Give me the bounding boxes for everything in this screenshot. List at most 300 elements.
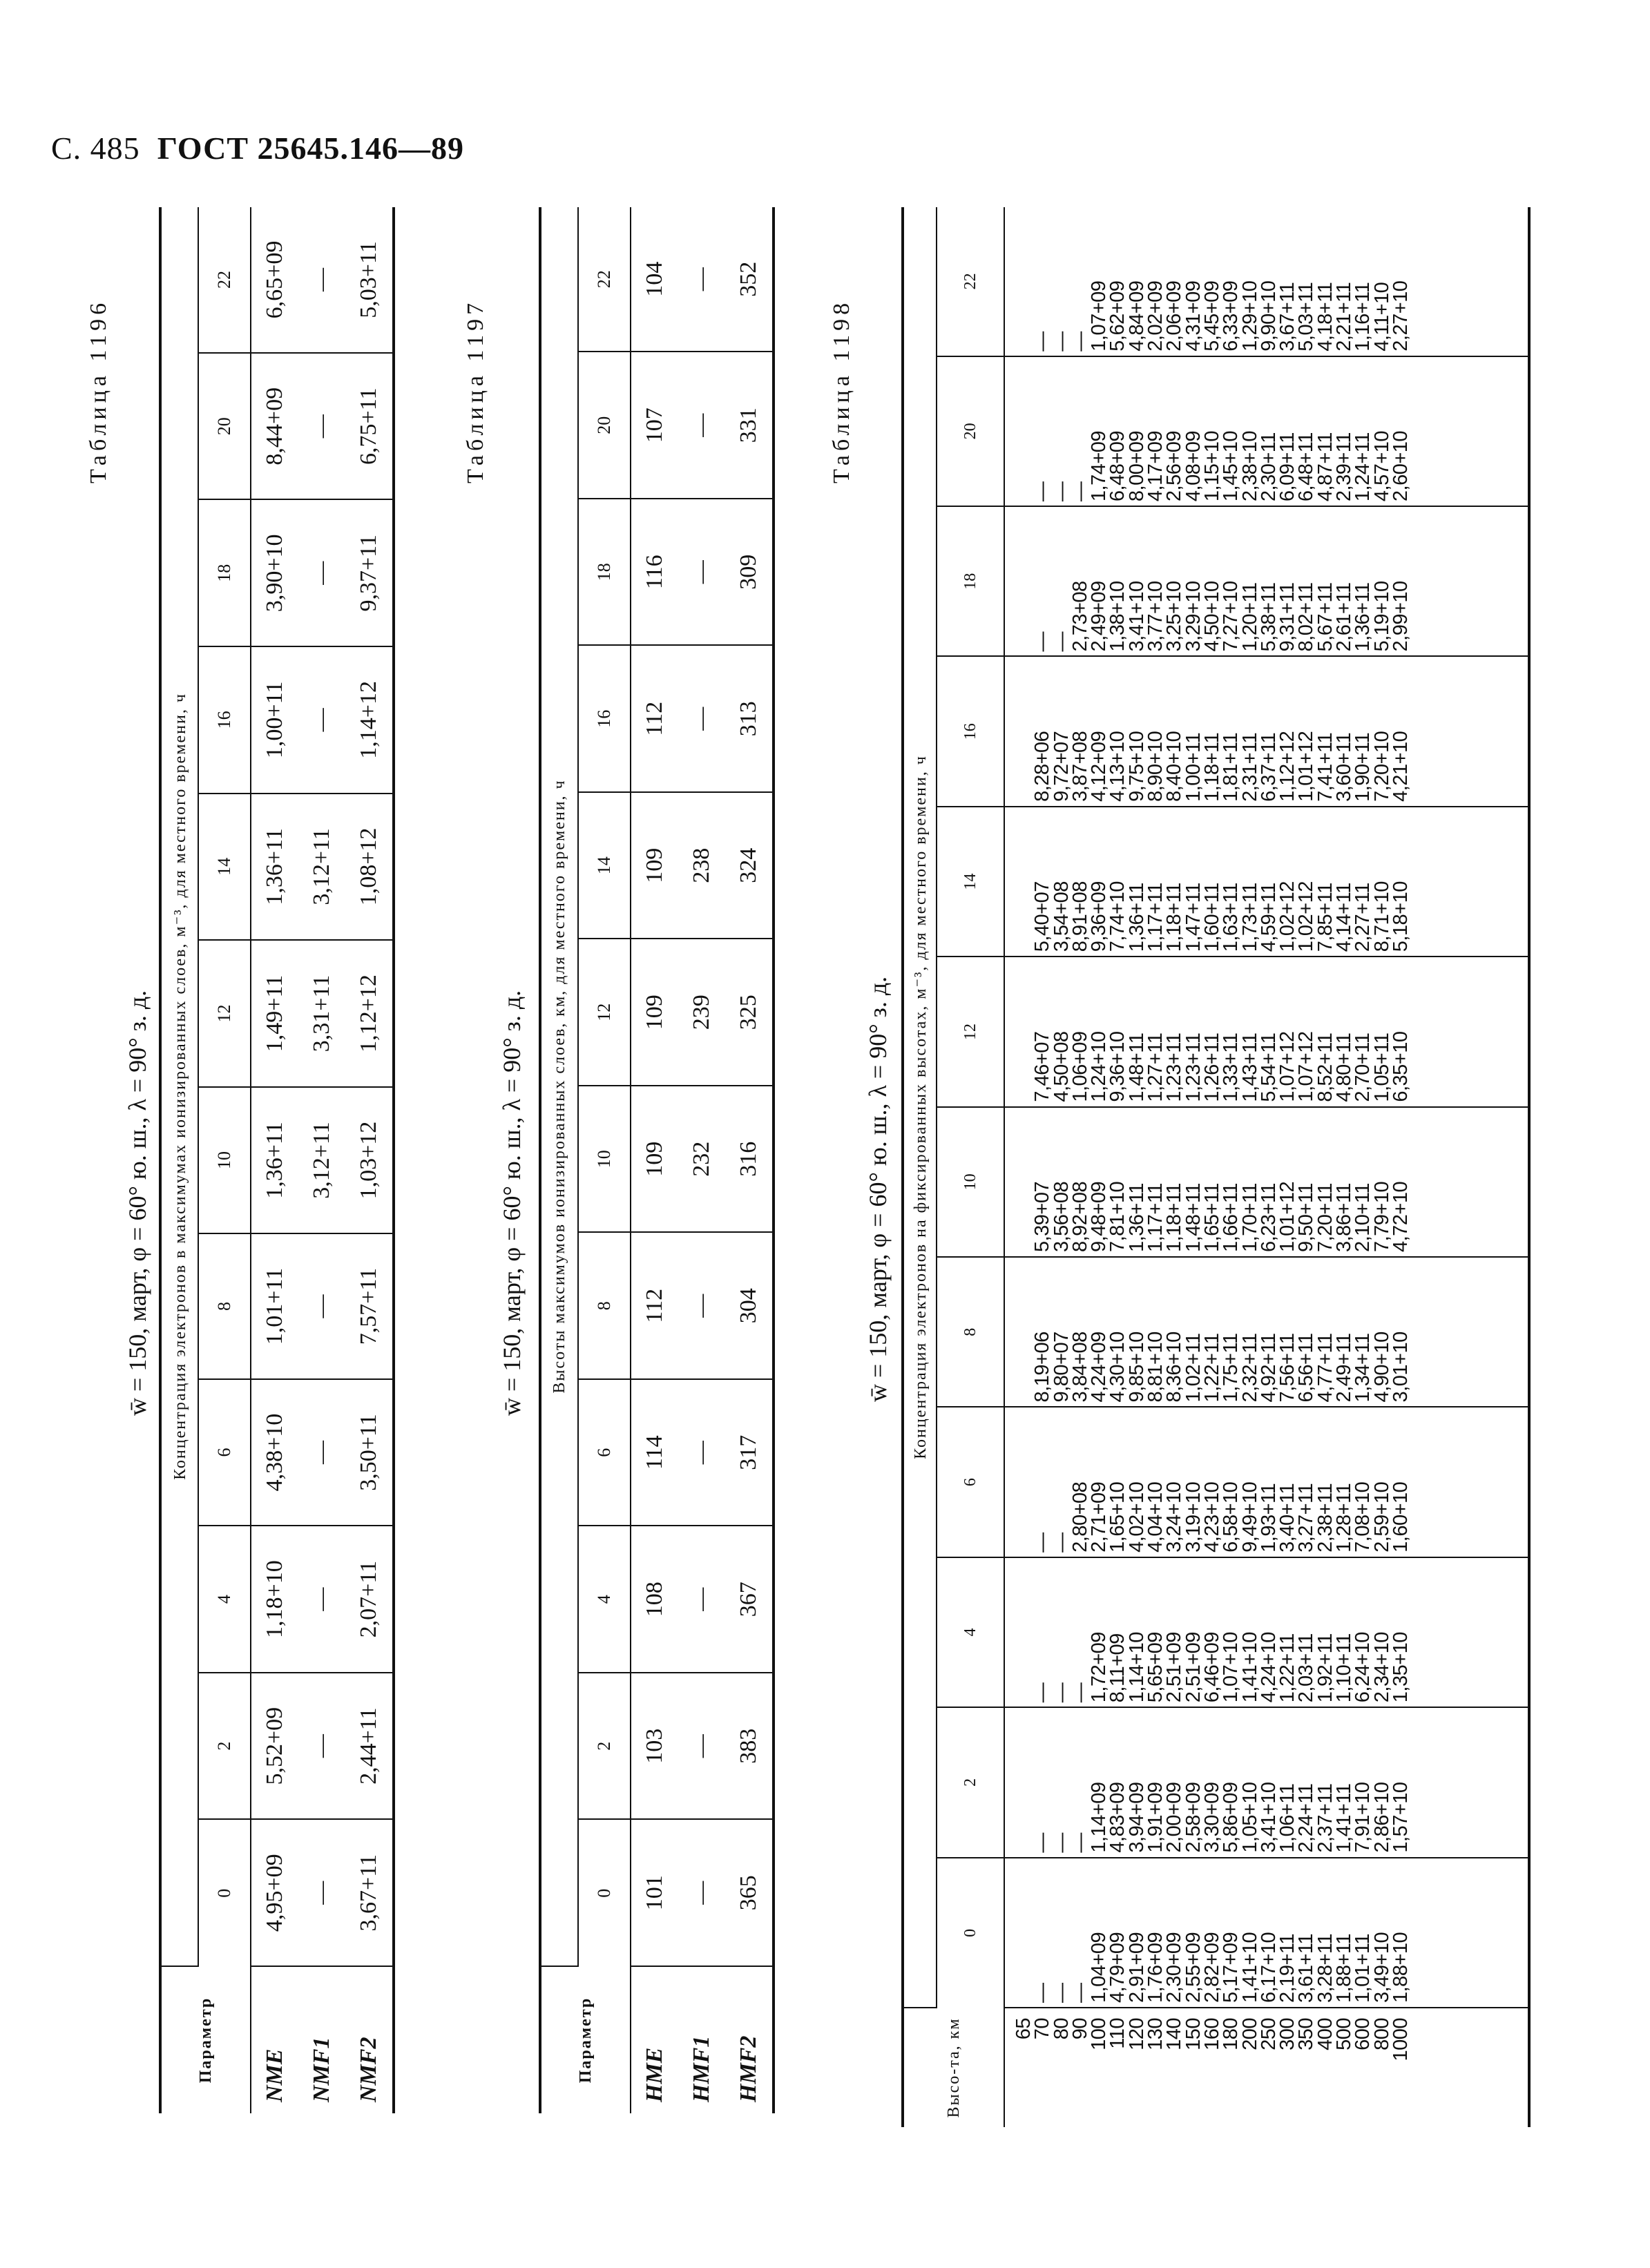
table-cell: 2,37+11 (1314, 1783, 1336, 1853)
table-cell: 1,36+11 (251, 1087, 298, 1234)
table-cell: 1,01+12 (1276, 1181, 1299, 1253)
table-cell: 1,15+10 (1200, 430, 1223, 502)
table-cell: 5,39+07 (1031, 1181, 1054, 1253)
height-value: 70 (1031, 2018, 1054, 2040)
param-name: NME (262, 2048, 287, 2102)
table-cell: 7,08+10 (1352, 1481, 1374, 1553)
table-cell: 1,57+10 (1389, 1782, 1412, 1853)
table-cell: 1,14+09 (1088, 1782, 1111, 1853)
table-cell: — (1050, 1682, 1073, 1703)
height-value: 110 (1106, 2018, 1129, 2049)
table-cell: 1,60+11 (1200, 883, 1223, 952)
table-cell: 2,99+10 (1389, 581, 1412, 652)
table-cell: 1,24+10 (1088, 1031, 1111, 1102)
group-header: Концентрация электронов на фиксированных высотах, м⁻³, для местного времени, ч (903, 207, 937, 2008)
page-number: С. 485 (51, 131, 140, 166)
table-cell: 1,01+11 (1352, 1934, 1374, 2003)
table-cell: 1,29+10 (1238, 280, 1261, 352)
table-cell: 1,41+11 (1333, 1783, 1356, 1853)
height-value: 100 (1088, 2018, 1111, 2050)
table-cell: 1,12+12 (345, 940, 394, 1087)
table-cell: 9,75+10 (1125, 731, 1148, 802)
table-cell: 107 (631, 352, 678, 499)
table-cell: 6,65+09 (251, 207, 298, 353)
table-cell: 4,30+10 (1106, 1332, 1129, 1403)
table-cell: 1,93+11 (1257, 1483, 1280, 1553)
hour-header: 20 (578, 352, 631, 499)
hour-header: 20 (198, 353, 251, 500)
table-cell: — (1068, 1833, 1091, 1853)
table-cell: 1,49+11 (251, 940, 298, 1087)
table-cell: 1,33+11 (1220, 1032, 1243, 1102)
hour-header: 14 (578, 792, 631, 939)
table-cell: 1,36+11 (1125, 883, 1148, 952)
table-1196-subtitle: w̄ = 150, март, φ = 60° ю. ш., λ = 90° з. д. (124, 990, 151, 1416)
table-cell: 2,38+11 (1314, 1483, 1336, 1553)
table-cell: 5,17+09 (1220, 1932, 1243, 2003)
table-cell: 1,45+10 (1220, 430, 1243, 502)
table-cell: 5,38+11 (1257, 582, 1280, 652)
table-cell: 4,50+10 (1200, 581, 1223, 652)
table-cell: 2,27+10 (1389, 280, 1412, 352)
table-cell: 2,32+11 (1238, 1333, 1261, 1403)
height-value: 300 (1276, 2018, 1299, 2050)
table-cell: 304 (725, 1233, 774, 1380)
table-cell: 2,91+09 (1125, 1932, 1148, 2003)
table-cell: 4,72+10 (1389, 1181, 1412, 1253)
table-cell: 3,12+11 (298, 1087, 345, 1234)
table-cell: 7,46+07 (1031, 1031, 1054, 1102)
table-cell: 1,07+09 (1088, 280, 1111, 352)
param-name: HMF2 (736, 2035, 761, 2102)
value-column (1004, 1107, 1529, 1257)
table-cell: 1,38+10 (1106, 581, 1129, 652)
table-cell: 1,36+11 (251, 794, 298, 941)
table-cell: 1,24+11 (1352, 432, 1374, 502)
table-cell: — (678, 1379, 725, 1526)
hour-header: 20 (937, 356, 1004, 506)
table-cell: — (298, 646, 345, 794)
value-column (1004, 1407, 1529, 1557)
hour-header: 14 (198, 794, 251, 941)
param-name: HMF1 (689, 2035, 714, 2102)
param-header: Параметр (540, 1966, 631, 2113)
height-value: 400 (1314, 2018, 1336, 2050)
table-cell: 3,67+11 (1276, 282, 1299, 352)
table-cell: 2,71+09 (1088, 1481, 1111, 1553)
table-cell: 1,20+11 (1238, 582, 1261, 652)
table-cell: 7,81+10 (1106, 1181, 1129, 1253)
table-cell: — (678, 646, 725, 793)
height-value: 80 (1050, 2018, 1073, 2040)
table-cell: — (1031, 1833, 1054, 1853)
table-row (678, 207, 725, 2113)
table-cell: 4,24+10 (1257, 1632, 1280, 1703)
hour-header: 16 (578, 646, 631, 793)
table-cell: 3,84+08 (1068, 1332, 1091, 1403)
blank-line (1015, 511, 1033, 651)
table-cell: 5,54+11 (1257, 1032, 1280, 1102)
table-cell: 6,48+11 (1295, 432, 1318, 502)
table-1198-block (829, 207, 1650, 2127)
table-cell: 3,56+08 (1050, 1181, 1073, 1253)
table-cell: 1,88+10 (1389, 1932, 1412, 2003)
table-cell: 4,17+09 (1144, 430, 1167, 502)
table-cell: 3,60+11 (1333, 732, 1356, 802)
value-column (1004, 356, 1529, 506)
table-cell: 2,07+11 (345, 1526, 394, 1673)
table-cell: 2,70+11 (1352, 1032, 1374, 1102)
table-cell: 114 (631, 1379, 678, 1526)
table-cell: — (678, 1673, 725, 1820)
table-cell: 1,76+09 (1144, 1932, 1167, 2003)
table-cell: — (1068, 331, 1091, 352)
table-cell: 5,86+09 (1220, 1782, 1243, 1853)
height-value: 350 (1295, 2018, 1318, 2050)
table-cell: 2,49+09 (1088, 581, 1111, 652)
table-cell: 238 (678, 792, 725, 939)
table-cell: 2,55+09 (1182, 1932, 1205, 2003)
height-value: 800 (1370, 2018, 1393, 2050)
table-cell: 2,39+11 (1333, 432, 1356, 502)
table-cell: 2,03+11 (1295, 1633, 1318, 1703)
table-cell: 1,34+11 (1352, 1333, 1374, 1403)
table-cell: 2,10+11 (1352, 1183, 1374, 1253)
table-cell: 6,24+10 (1352, 1632, 1374, 1703)
table-cell: 4,04+10 (1144, 1481, 1167, 1553)
table-cell: 239 (678, 939, 725, 1086)
hour-header: 18 (198, 500, 251, 647)
table-cell: 1,17+11 (1144, 1183, 1167, 1253)
table-cell: 6,75+11 (345, 353, 394, 500)
table-cell: 2,34+10 (1370, 1632, 1393, 1703)
table-row (725, 207, 774, 2113)
table-cell: 1,18+11 (1163, 1183, 1186, 1253)
table-cell: 1,63+11 (1220, 883, 1243, 952)
table-cell: 4,77+11 (1314, 1333, 1336, 1403)
hour-header: 22 (198, 207, 251, 353)
value-column (1004, 807, 1529, 957)
table-cell: — (1050, 331, 1073, 352)
table-cell: 4,59+11 (1257, 883, 1280, 952)
table-cell: 1,01+11 (251, 1233, 298, 1378)
param-header: Параметр (160, 1966, 251, 2113)
table-cell: 5,19+10 (1370, 581, 1393, 652)
table-cell: 2,31+11 (1238, 732, 1261, 802)
table-cell: 4,50+08 (1050, 1031, 1073, 1102)
table-cell: 2,02+09 (1144, 280, 1167, 352)
height-value: 500 (1333, 2018, 1356, 2050)
table-cell: 1,75+11 (1220, 1333, 1243, 1403)
table-cell: 6,37+11 (1257, 732, 1280, 802)
blank-line (1015, 1262, 1033, 1402)
table-1197-label: Таблица 1197 (463, 298, 488, 483)
table-cell: 6,58+10 (1220, 1481, 1243, 1553)
table-cell: 109 (631, 939, 678, 1086)
table-cell: 5,03+11 (1295, 282, 1318, 352)
table-cell: 7,85+11 (1314, 883, 1336, 952)
table-cell: 1,18+11 (1163, 883, 1186, 952)
table-cell: 325 (725, 939, 774, 1086)
table-cell: 9,85+10 (1125, 1332, 1148, 1403)
table-cell: 2,58+09 (1182, 1782, 1205, 1853)
table-cell: 1,48+11 (1125, 1032, 1148, 1102)
height-value: 120 (1125, 2018, 1148, 2050)
table-cell: 2,59+10 (1370, 1481, 1393, 1553)
height-value: 180 (1220, 2018, 1243, 2050)
table-cell: 1,91+09 (1144, 1782, 1167, 1853)
param-name: NMF1 (309, 2037, 334, 2102)
table-cell: 8,00+09 (1125, 430, 1148, 502)
table-1198-label: Таблица 1198 (829, 298, 854, 483)
hour-header: 2 (198, 1673, 251, 1820)
table-cell: — (1068, 481, 1091, 502)
hour-header: 0 (937, 1858, 1004, 2008)
table-cell: — (1031, 1682, 1054, 1703)
table-cell: 8,36+10 (1163, 1332, 1186, 1403)
table-cell: 7,74+10 (1106, 881, 1129, 952)
table-cell: 8,71+10 (1370, 881, 1393, 952)
table-cell: 1,05+11 (1370, 1032, 1393, 1102)
height-value: 90 (1068, 2018, 1091, 2040)
table-cell: 3,12+11 (298, 794, 345, 941)
table-cell: 2,19+11 (1276, 1934, 1299, 2003)
table-cell: — (1050, 1983, 1073, 2003)
table-cell: 103 (631, 1673, 678, 1820)
table-cell: 331 (725, 352, 774, 499)
blank-line (1015, 361, 1033, 501)
table-cell: 1,06+09 (1068, 1031, 1091, 1102)
table-cell: 2,60+10 (1389, 430, 1412, 502)
table-cell: 1,74+09 (1088, 430, 1111, 502)
table-cell: 1,35+10 (1389, 1632, 1412, 1703)
hour-header: 0 (198, 1819, 251, 1966)
table-cell: 1,88+11 (1333, 1934, 1356, 2003)
table-cell: — (678, 1233, 725, 1380)
table-cell: 3,49+10 (1370, 1932, 1393, 2003)
table-cell: 1,00+11 (1182, 732, 1205, 802)
table-cell: 1,05+10 (1238, 1782, 1261, 1853)
table-cell: 1,70+11 (1238, 1183, 1261, 1253)
table-cell: 3,86+11 (1333, 1183, 1356, 1253)
table-cell: 8,90+10 (1144, 731, 1167, 802)
blank-line (1015, 1712, 1033, 1852)
table-cell: 6,48+09 (1106, 430, 1129, 502)
table-cell: 6,56+11 (1295, 1333, 1318, 1403)
table-cell: 3,30+09 (1200, 1782, 1223, 1853)
table-cell: 2,56+09 (1163, 430, 1186, 502)
table-1197-subtitle: w̄ = 150, март, φ = 60° ю. ш., λ = 90° з. д. (498, 990, 526, 1416)
table-cell: — (298, 207, 345, 353)
table-cell: 7,79+10 (1370, 1181, 1393, 1253)
table-cell: 4,14+11 (1333, 883, 1356, 952)
table-1196 (159, 207, 395, 2113)
table-cell: 1,18+10 (251, 1526, 298, 1673)
table-cell: 2,86+10 (1370, 1782, 1393, 1853)
table-cell: 352 (725, 207, 774, 352)
hour-header: 8 (937, 1257, 1004, 1407)
table-cell: — (1031, 1983, 1054, 2003)
table-cell: 4,57+10 (1370, 430, 1393, 502)
table-cell: 4,21+10 (1389, 731, 1412, 802)
table-cell: 1,18+11 (1200, 732, 1223, 802)
table-cell: 1,06+11 (1276, 1783, 1299, 1853)
table-cell: 8,91+08 (1068, 881, 1091, 952)
table-row (298, 207, 345, 2113)
table-cell: 7,20+11 (1314, 1183, 1336, 1253)
height-value: 600 (1352, 2018, 1374, 2050)
table-cell: 5,45+09 (1200, 280, 1223, 352)
table-1198-subtitle: w̄ = 150, март, φ = 60° ю. ш., λ = 90° з. д. (864, 976, 892, 1402)
table-cell: 1,07+12 (1295, 1031, 1318, 1102)
table-cell: — (298, 1233, 345, 1378)
height-value: 130 (1144, 2018, 1167, 2050)
table-cell: — (1031, 481, 1054, 502)
table-cell: 112 (631, 1233, 678, 1380)
hour-header: 18 (937, 506, 1004, 656)
table-cell: 4,31+09 (1182, 280, 1205, 352)
table-cell: 6,23+11 (1257, 1183, 1280, 1253)
hour-header: 12 (578, 939, 631, 1086)
table-cell: 1,16+11 (1352, 282, 1374, 352)
table-cell: 1,14+12 (345, 646, 394, 794)
table-cell: 1,65+11 (1200, 1183, 1223, 1253)
table-cell: 5,67+11 (1314, 582, 1336, 652)
table-cell: 112 (631, 646, 678, 793)
height-value: 160 (1200, 2018, 1223, 2050)
table-cell: — (298, 1379, 345, 1526)
table-cell: 2,38+10 (1238, 430, 1261, 502)
hour-header: 0 (578, 1820, 631, 1967)
table-cell: 2,73+08 (1068, 581, 1091, 652)
table-cell: — (298, 1819, 345, 1966)
table-cell: 1,12+12 (1276, 731, 1299, 802)
table-cell: 2,51+09 (1182, 1632, 1205, 1703)
table-cell: 4,38+10 (251, 1379, 298, 1526)
table-cell: 2,80+08 (1068, 1481, 1091, 1553)
table-cell: 7,27+10 (1220, 581, 1243, 652)
table-cell: 7,91+10 (1352, 1782, 1374, 1853)
hour-header: 10 (578, 1086, 631, 1233)
blank-line (1015, 811, 1033, 952)
value-column (1004, 656, 1529, 806)
table-cell: 1,65+10 (1106, 1481, 1129, 1553)
table-cell: 1,41+10 (1238, 1632, 1261, 1703)
table-cell: 4,18+11 (1314, 282, 1336, 352)
table-cell: 4,87+11 (1314, 432, 1336, 502)
table-cell: 3,54+08 (1050, 881, 1073, 952)
blank-line (1015, 1863, 1033, 2003)
table-cell: 9,36+10 (1106, 1031, 1129, 1102)
table-cell: 9,80+07 (1050, 1332, 1073, 1403)
table-cell: — (678, 207, 725, 352)
table-cell: — (1068, 1983, 1091, 2003)
table-cell: 3,61+11 (1295, 1934, 1318, 2003)
table-cell: 1,03+12 (345, 1087, 394, 1234)
table-1196-label: Таблица 1196 (86, 298, 111, 483)
table-cell: 8,44+09 (251, 353, 298, 500)
table-cell: — (298, 353, 345, 500)
table-cell: 2,30+11 (1257, 432, 1280, 502)
table-cell: — (1031, 331, 1054, 352)
hour-header: 12 (937, 957, 1004, 1106)
table-cell: 232 (678, 1086, 725, 1233)
table-cell: 6,35+10 (1389, 1031, 1412, 1102)
table-cell: 1,90+11 (1352, 732, 1374, 802)
table-cell: 1,47+11 (1182, 883, 1205, 952)
table-cell: 2,49+11 (1333, 1333, 1356, 1403)
table-cell: 2,00+09 (1163, 1782, 1186, 1853)
table-cell: 6,09+11 (1276, 432, 1299, 502)
table-cell: — (298, 1526, 345, 1673)
table-cell: — (678, 1820, 725, 1967)
table-cell: 4,84+09 (1125, 280, 1148, 352)
value-column (1004, 1707, 1529, 1857)
value-column (1004, 957, 1529, 1106)
table-cell: 1,17+11 (1144, 883, 1167, 952)
document-code: ГОСТ 25645.146—89 (157, 131, 465, 166)
table-cell: 9,49+10 (1238, 1481, 1261, 1553)
hour-header: 4 (198, 1526, 251, 1673)
blank-line (1015, 961, 1033, 1102)
table-cell: 313 (725, 646, 774, 793)
table-cell: 6,17+10 (1257, 1932, 1280, 2003)
table-cell: 3,19+10 (1182, 1481, 1205, 1553)
table-cell: 3,24+10 (1163, 1481, 1186, 1553)
table-cell: 1,36+11 (1125, 1183, 1148, 1253)
hour-header: 22 (578, 207, 631, 352)
table-cell: — (298, 500, 345, 647)
table-cell: 9,37+11 (345, 500, 394, 647)
table-cell: 2,06+09 (1163, 280, 1186, 352)
table-cell: — (678, 352, 725, 499)
table-cell: 1,02+12 (1276, 881, 1299, 952)
table-cell: 316 (725, 1086, 774, 1233)
height-value: 1000 (1389, 2018, 1412, 2062)
table-row (631, 207, 678, 2113)
hour-header: 16 (937, 656, 1004, 806)
table-cell: 8,11+09 (1106, 1633, 1129, 1703)
hour-header: 6 (198, 1379, 251, 1526)
height-header: Высо-та, км (903, 2008, 1004, 2127)
table-cell: 9,50+11 (1295, 1183, 1318, 1253)
hour-header: 22 (937, 207, 1004, 356)
table-cell: 3,27+11 (1295, 1483, 1318, 1553)
hour-header: 2 (578, 1673, 631, 1820)
table-cell: 1,10+11 (1333, 1633, 1356, 1703)
table-cell: — (1050, 1833, 1073, 1853)
table-cell: 1,02+12 (1295, 881, 1318, 952)
table-cell: 2,44+11 (345, 1673, 394, 1820)
table-cell: 317 (725, 1379, 774, 1526)
table-cell: 109 (631, 1086, 678, 1233)
table-cell: 3,31+11 (298, 940, 345, 1087)
table-cell: 1,04+09 (1088, 1932, 1111, 2003)
height-value: 140 (1163, 2018, 1186, 2050)
table-cell: 8,02+11 (1295, 582, 1318, 652)
table-cell: 8,81+10 (1144, 1332, 1167, 1403)
page-header (51, 130, 464, 166)
height-value: 150 (1182, 2018, 1205, 2050)
table-cell: — (1031, 631, 1054, 652)
table-cell: 3,90+10 (251, 500, 298, 647)
table-1197 (539, 207, 775, 2113)
table-cell: — (1068, 1682, 1091, 1703)
table-cell: 1,41+10 (1238, 1932, 1261, 2003)
table-cell: 8,40+10 (1163, 731, 1186, 802)
table-cell: 3,67+11 (345, 1819, 394, 1966)
table-cell: 3,41+10 (1257, 1782, 1280, 1853)
